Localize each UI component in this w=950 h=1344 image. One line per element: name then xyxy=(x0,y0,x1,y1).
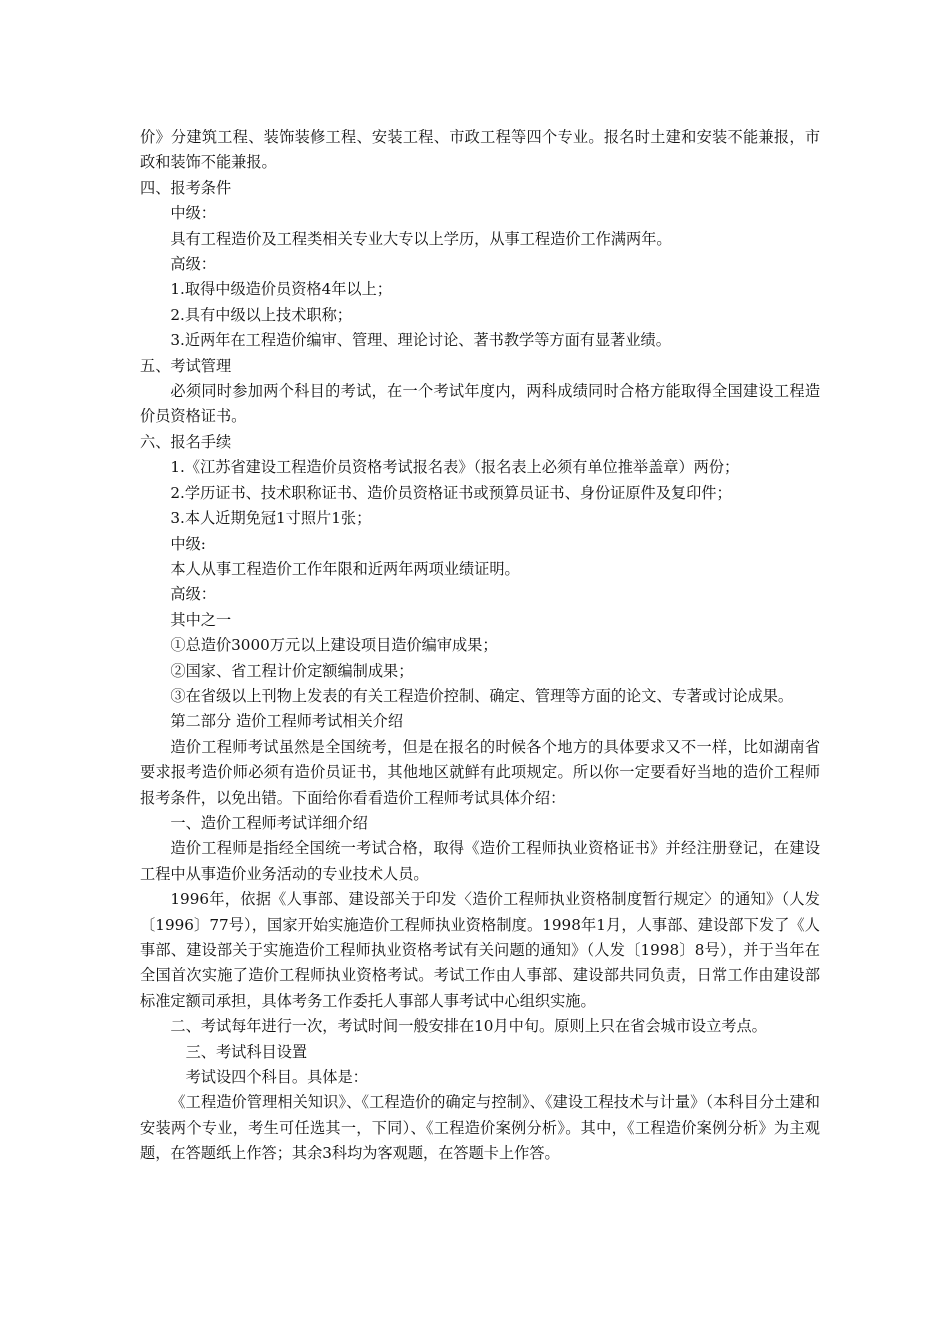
paragraph: 必须同时参加两个科目的考试，在一个考试年度内，两科成绩同时合格方能取得全国建设工程造价员资格证书。 xyxy=(140,382,820,426)
paragraph: 造价工程师考试虽然是全国统考，但是在报名的时候各个地方的具体要求又不一样，比如湖南省要求报考造价师必须有造价员证书，其他地区就鲜有此项规定。所以你一定要看好当地的造价工程师报考条件，以免出错。下面给你看看造价工程师考试具体介绍： xyxy=(140,737,820,807)
list-item: 1.取得中级造价员资格4年以上； xyxy=(170,280,392,299)
list-item: ③在省级以上刊物上发表的有关工程造价控制、确定、管理等方面的论文、专著或讨论成果。 xyxy=(170,686,794,705)
paragraph: 价》分建筑工程、装饰装修工程、安装工程、市政工程等四个专业。报名时土建和安装不能兼报，市政和装饰不能兼报。 xyxy=(140,128,820,172)
section-heading: 五、考试管理 xyxy=(140,356,232,375)
section-heading: 六、报名手续 xyxy=(140,432,232,451)
paragraph: 高级： xyxy=(170,585,216,604)
paragraph: 《工程造价管理相关知识》、《工程造价的确定与控制》、《建设工程技术与计量》（本科目分土建和安装两个专业，考生可任选其一，下同）、《工程造价案例分析》。其中，《工程造价案例分析》为主观题，在答题纸上作答；其余3科均为客观题，在答题卡上作答。 xyxy=(140,1093,820,1163)
list-item: 3.本人近期免冠1寸照片1张； xyxy=(170,509,372,528)
part-heading: 第二部分 造价工程师考试相关介绍 xyxy=(170,712,404,731)
paragraph: 本人从事工程造价工作年限和近两年两项业绩证明。 xyxy=(170,559,520,578)
section-heading: 三、考试科目设置 xyxy=(185,1042,308,1061)
list-item: 2.具有中级以上技术职称； xyxy=(170,305,352,324)
paragraph: 考试设四个科目。具体是： xyxy=(185,1068,368,1087)
paragraph: 中级: xyxy=(170,534,206,553)
paragraph: 1996年，依据《人事部、建设部关于印发〈造价工程师执业资格制度暂行规定〉的通知》（人发〔1996〕77号），国家开始实施造价工程师执业资格制度。1998年1月，人事部、建设部下发了《人事部、建设部关于实施造价工程师执业资格考试有关问题的通知》（人发〔1998〕8号），并于当年在全国首次实施了造价工程师执业资格考试。考试工作由人事部、建设部共同负责，日常工作由建设部标准定额司承担，具体考务工作委托人事部人事考试中心组织实施。 xyxy=(140,890,820,1010)
paragraph: 二、考试每年进行一次，考试时间一般安排在10月中旬。原则上只在省会城市设立考点。 xyxy=(170,1017,767,1036)
document-body xyxy=(140,125,820,1167)
list-item: ②国家、省工程计价定额编制成果； xyxy=(170,661,414,680)
paragraph: 其中之一 xyxy=(170,610,232,629)
list-item: 3.近两年在工程造价编审、管理、理论讨论、著书教学等方面有显著业绩。 xyxy=(170,331,671,350)
paragraph: 造价工程师是指经全国统一考试合格，取得《造价工程师执业资格证书》并经注册登记，在建设工程中从事造价业务活动的专业技术人员。 xyxy=(140,839,820,883)
paragraph: 中级： xyxy=(170,204,216,223)
paragraph: 具有工程造价及工程类相关专业大专以上学历，从事工程造价工作满两年。 xyxy=(170,229,672,248)
paragraph: 高级： xyxy=(170,255,216,274)
list-item: 1.《江苏省建设工程造价员资格考试报名表》（报名表上必须有单位推举盖章）两份； xyxy=(170,458,740,477)
section-heading: 一、造价工程师考试详细介绍 xyxy=(170,813,368,832)
list-item: ①总造价3000万元以上建设项目造价编审成果； xyxy=(170,636,498,655)
section-heading: 四、报考条件 xyxy=(140,178,232,197)
list-item: 2.学历证书、技术职称证书、造价员资格证书或预算员证书、身份证原件及复印件； xyxy=(170,483,732,502)
